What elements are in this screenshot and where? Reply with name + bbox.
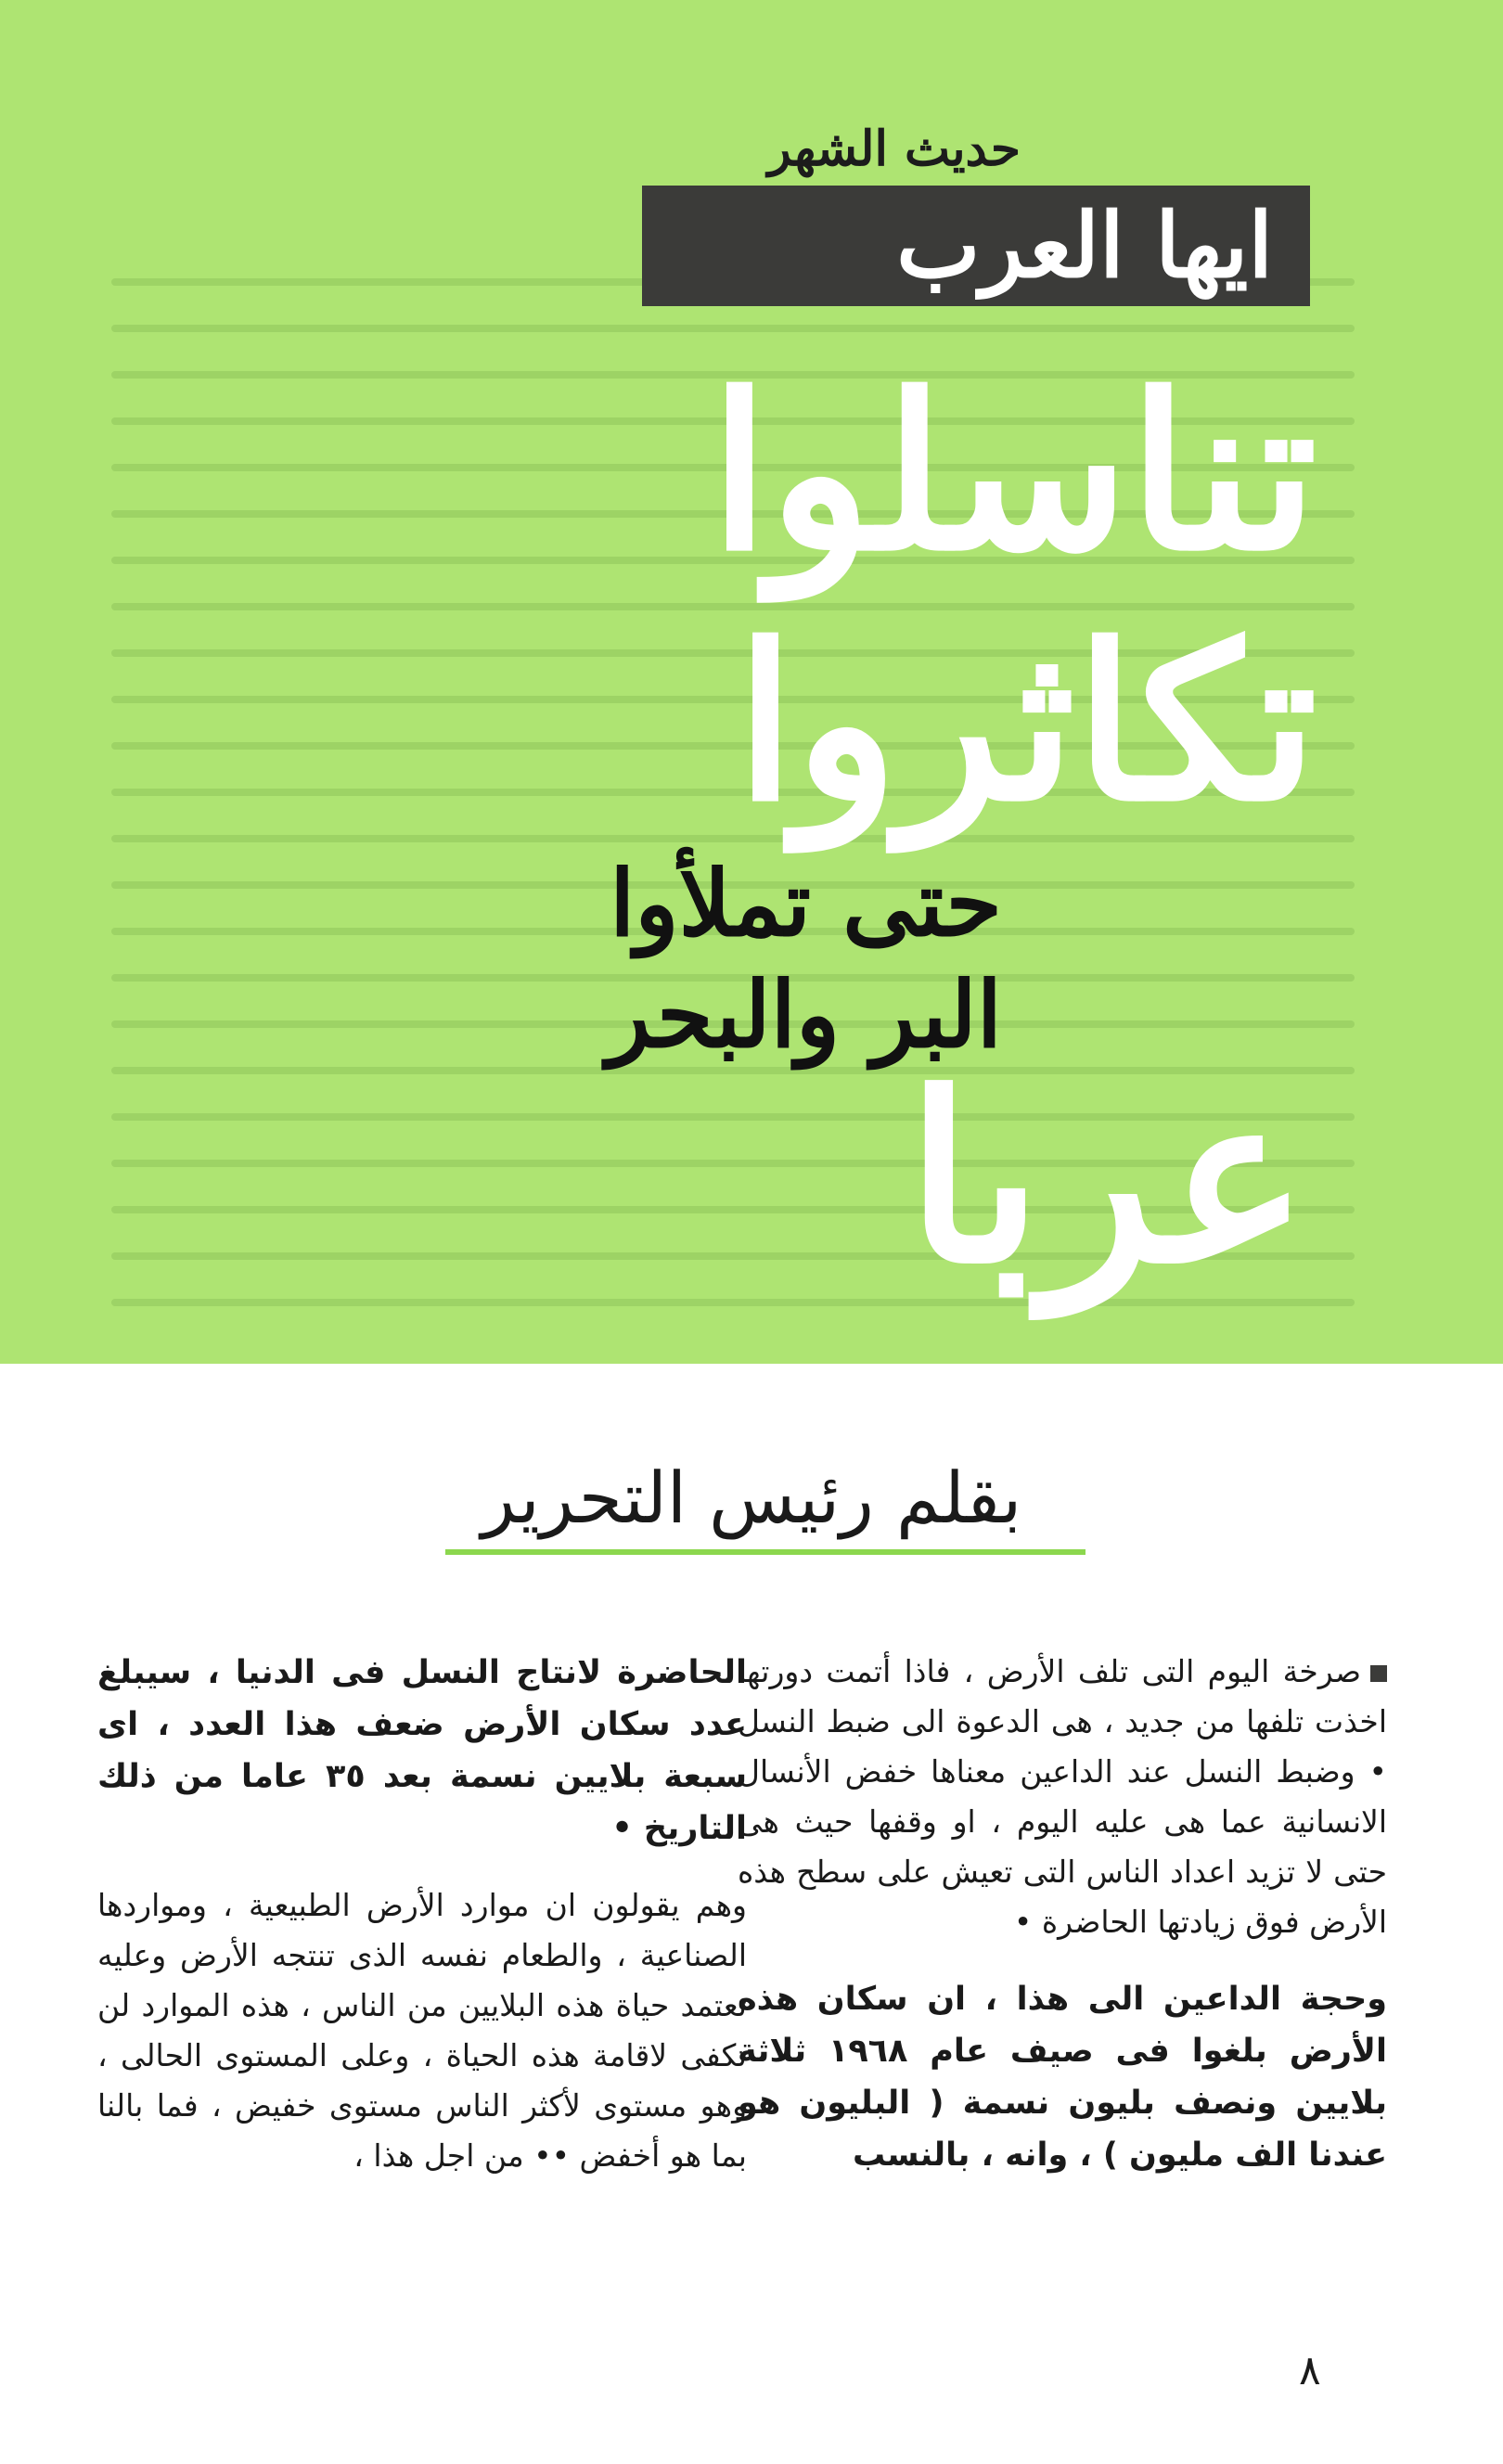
title-banner <box>642 186 1310 306</box>
paragraph-text: صرخة اليوم التى تلف الأرض ، فاذا أتمت دورتها اخذت تلفها من جديد ، هى الدعوة الى ضبط النسل • وضبط النسل عند الداعين معناها خفض الأنسال الانسانية عما هى عليه اليوم ، او وقفها حيث هى حتى لا تزيد اعداد الناس التى تعيش على سطح هذه الأرض فوق زيادتها الحاضرة • <box>738 1653 1387 1940</box>
headline-line-4: عربا <box>906 1042 1308 1315</box>
byline-underline <box>445 1549 1086 1555</box>
paragraph <box>738 1647 1387 1947</box>
lead-square-icon <box>1370 1665 1387 1682</box>
headline-line-1: تناسلوا <box>709 348 1317 598</box>
article-column-right <box>738 1647 1387 2207</box>
paragraph: وهم يقولون ان موارد الأرض الطبيعية ، ومواردها الصناعية ، والطعام نفسه الذى تنتجه الأرض وعليه تعتمد حياة هذه البلايين من الناس ، هذه الموارد لن تكفى لاقامة هذه الحياة ، وعلى المستوى الحالى ، وهو مستوى لأكثر الناس مستوى خفيض ، فما بالنا بما هو أخفض •• من اجل هذا ، <box>97 1887 747 2174</box>
banner-title: ايها العرب <box>896 193 1273 298</box>
page-number: ٨ <box>1299 2347 1321 2394</box>
headline-sub-2: البر والبحر <box>606 962 1002 1069</box>
byline: بقلم رئيس التحرير <box>481 1457 1022 1539</box>
paragraph: الحاضرة لانتاج النسل فى الدنيا ، سيبلغ عدد سكان الأرض ضعف هذا العدد ، اى سبعة بلايين نسمة بعد ٣٥ عاما من ذلك التاريخ • <box>97 1654 747 1847</box>
headline-sub-1: حتى تملأوا <box>610 851 1002 957</box>
paragraph: وحجة الداعين الى هذا ، ان سكان هذه الأرض بلغوا فى صيف عام ١٩٦٨ ثلاثة بلايين ونصف بليون نسمة ( البليون هو عندنا الف مليون ) ، وانه ، بالنسب <box>738 1981 1387 2174</box>
headline-line-2: تكاثروا <box>736 598 1317 849</box>
section-kicker: حديث الشهر <box>767 121 1021 177</box>
article-column-left <box>97 1647 747 2207</box>
